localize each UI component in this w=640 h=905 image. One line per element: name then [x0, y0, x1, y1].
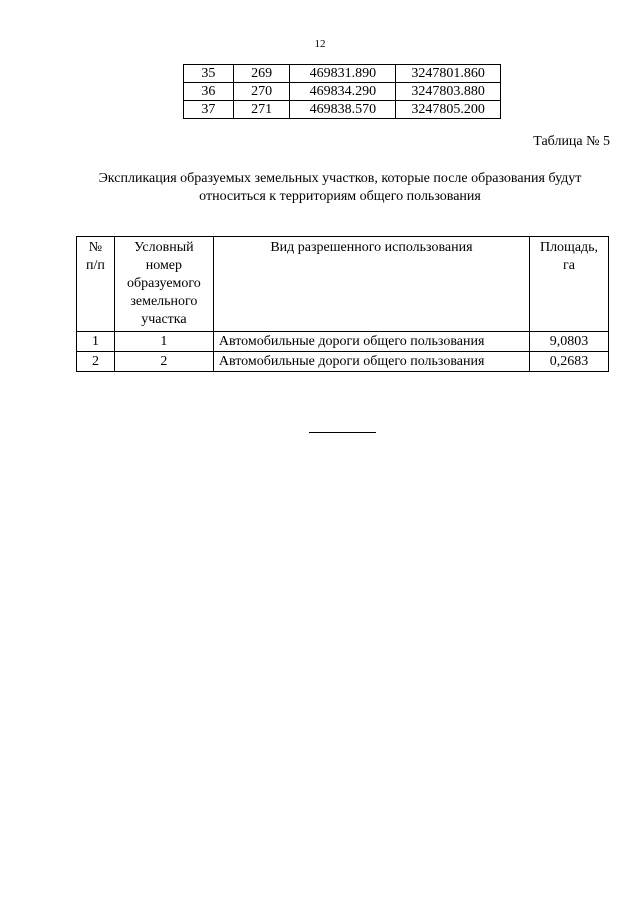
table-cell: 469831.890 [290, 65, 396, 83]
table-label: Таблица № 5 [533, 134, 610, 149]
coordinates-table [183, 64, 501, 119]
page-number: 12 [314, 38, 326, 50]
header-line: образуемого [126, 276, 201, 291]
table-row [184, 101, 501, 119]
row-num: 1 [77, 332, 115, 352]
row-use-type: Автомобильные дороги общего пользования [213, 332, 529, 352]
table-cell: 469834.290 [290, 83, 396, 101]
header-line: га [563, 258, 575, 273]
explication-table [76, 236, 609, 372]
column-header-conditional-number [114, 237, 213, 332]
table-row [77, 352, 609, 372]
table-row [184, 65, 501, 83]
table-row [77, 332, 609, 352]
header-line: земельного [130, 294, 198, 309]
end-divider [309, 432, 376, 433]
row-conditional-number: 2 [114, 352, 213, 372]
row-area: 0,2683 [530, 352, 609, 372]
column-header-area [530, 237, 609, 332]
table-cell: 270 [233, 83, 290, 101]
header-line: участка [141, 312, 187, 327]
table-cell: 3247803.880 [396, 83, 501, 101]
column-header-num [77, 237, 115, 332]
table-cell: 469838.570 [290, 101, 396, 119]
table-cell: 269 [233, 65, 290, 83]
table-cell: 37 [184, 101, 234, 119]
heading-line: относиться к территориям общего пользования [199, 189, 481, 204]
section-heading [60, 170, 620, 206]
header-line: № [88, 240, 103, 255]
row-area: 9,0803 [530, 332, 609, 352]
row-num: 2 [77, 352, 115, 372]
table-cell: 271 [233, 101, 290, 119]
table-cell: 3247801.860 [396, 65, 501, 83]
header-line: Условный [134, 240, 194, 255]
header-line: Площадь, [539, 240, 599, 255]
heading-line: Экспликация образуемых земельных участков, которые после образования будут [98, 171, 582, 186]
row-use-type: Автомобильные дороги общего пользования [213, 352, 529, 372]
header-line: п/п [86, 258, 105, 273]
table-header-row [77, 237, 609, 332]
table-cell: 36 [184, 83, 234, 101]
table-cell: 35 [184, 65, 234, 83]
table-row [184, 83, 501, 101]
table-cell: 3247805.200 [396, 101, 501, 119]
header-line: номер [145, 258, 183, 273]
column-header-use-type: Вид разрешенного использования [213, 237, 529, 332]
row-conditional-number: 1 [114, 332, 213, 352]
